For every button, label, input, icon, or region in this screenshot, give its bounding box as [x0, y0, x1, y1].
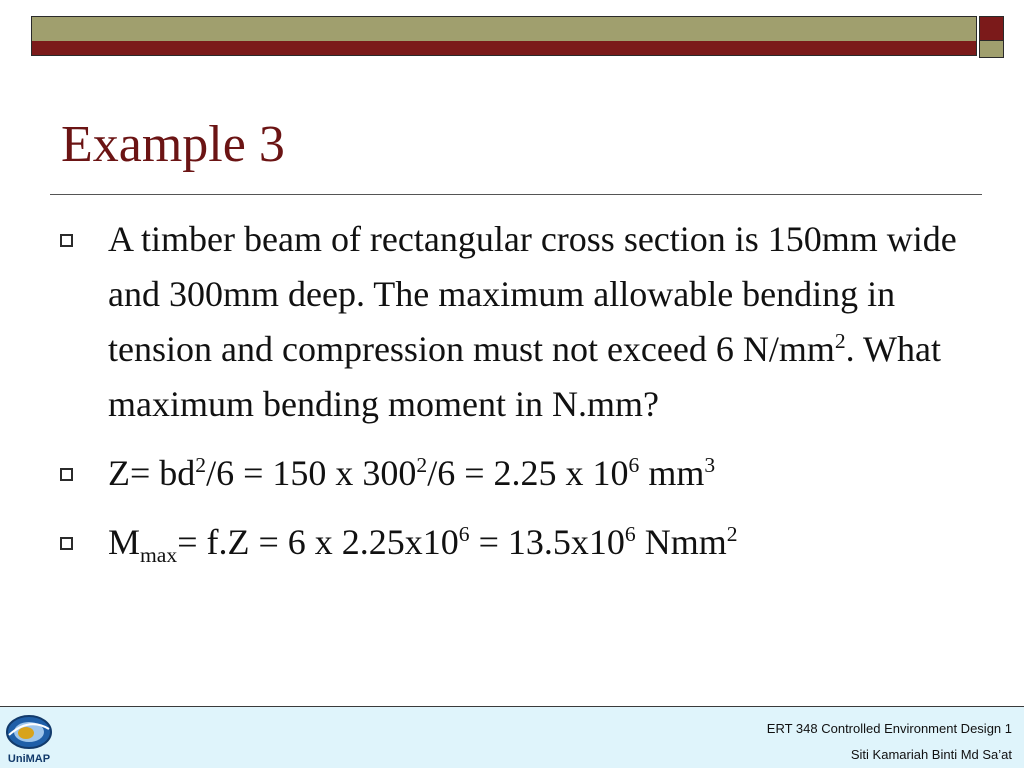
svg-text:UniMAP: UniMAP: [7, 753, 51, 765]
bullet-text: $M_{max}= f.Z = 6$ x $2.25x10^6 = 13.5x10^6$ Nmm$^2$: [108, 522, 738, 568]
square-bullet-icon: [60, 468, 73, 481]
bullet-text: A timber beam of rectangular cross section is 150mm wide and 300mm deep. The maximum allowable bending in tension and compression must not exceed 6 $N/mm^2$. What maximum bending moment in N.mm?: [108, 219, 957, 424]
slide-title: Example 3: [61, 116, 285, 173]
bullet-text: $Z= bd^2/6 = 150$ x $300^2/6 = 2.25$ x $10^6$ $mm^3$: [108, 453, 716, 493]
header-olive-stripe: [32, 17, 976, 41]
footer-author: Siti Kamariah Binti Md Sa’at: [850, 747, 1012, 762]
title-divider: [50, 194, 982, 195]
bullet-item-max-moment: [60, 515, 980, 570]
university-logo-icon: [3, 711, 55, 767]
bullet-item-problem: [60, 212, 980, 432]
square-bullet-icon: [60, 234, 73, 247]
slide-footer: [0, 706, 1024, 768]
footer-course: ERT 348 Controlled Environment Design 1: [766, 721, 1012, 736]
header-decor-bar: [31, 16, 977, 56]
bullet-list: [60, 212, 980, 584]
bullet-item-section-modulus: [60, 446, 980, 501]
square-bullet-icon: [60, 537, 73, 550]
header-corner-square-maroon: [979, 16, 1004, 41]
header-corner-square-olive: [979, 40, 1004, 58]
header-maroon-stripe: [32, 41, 976, 55]
